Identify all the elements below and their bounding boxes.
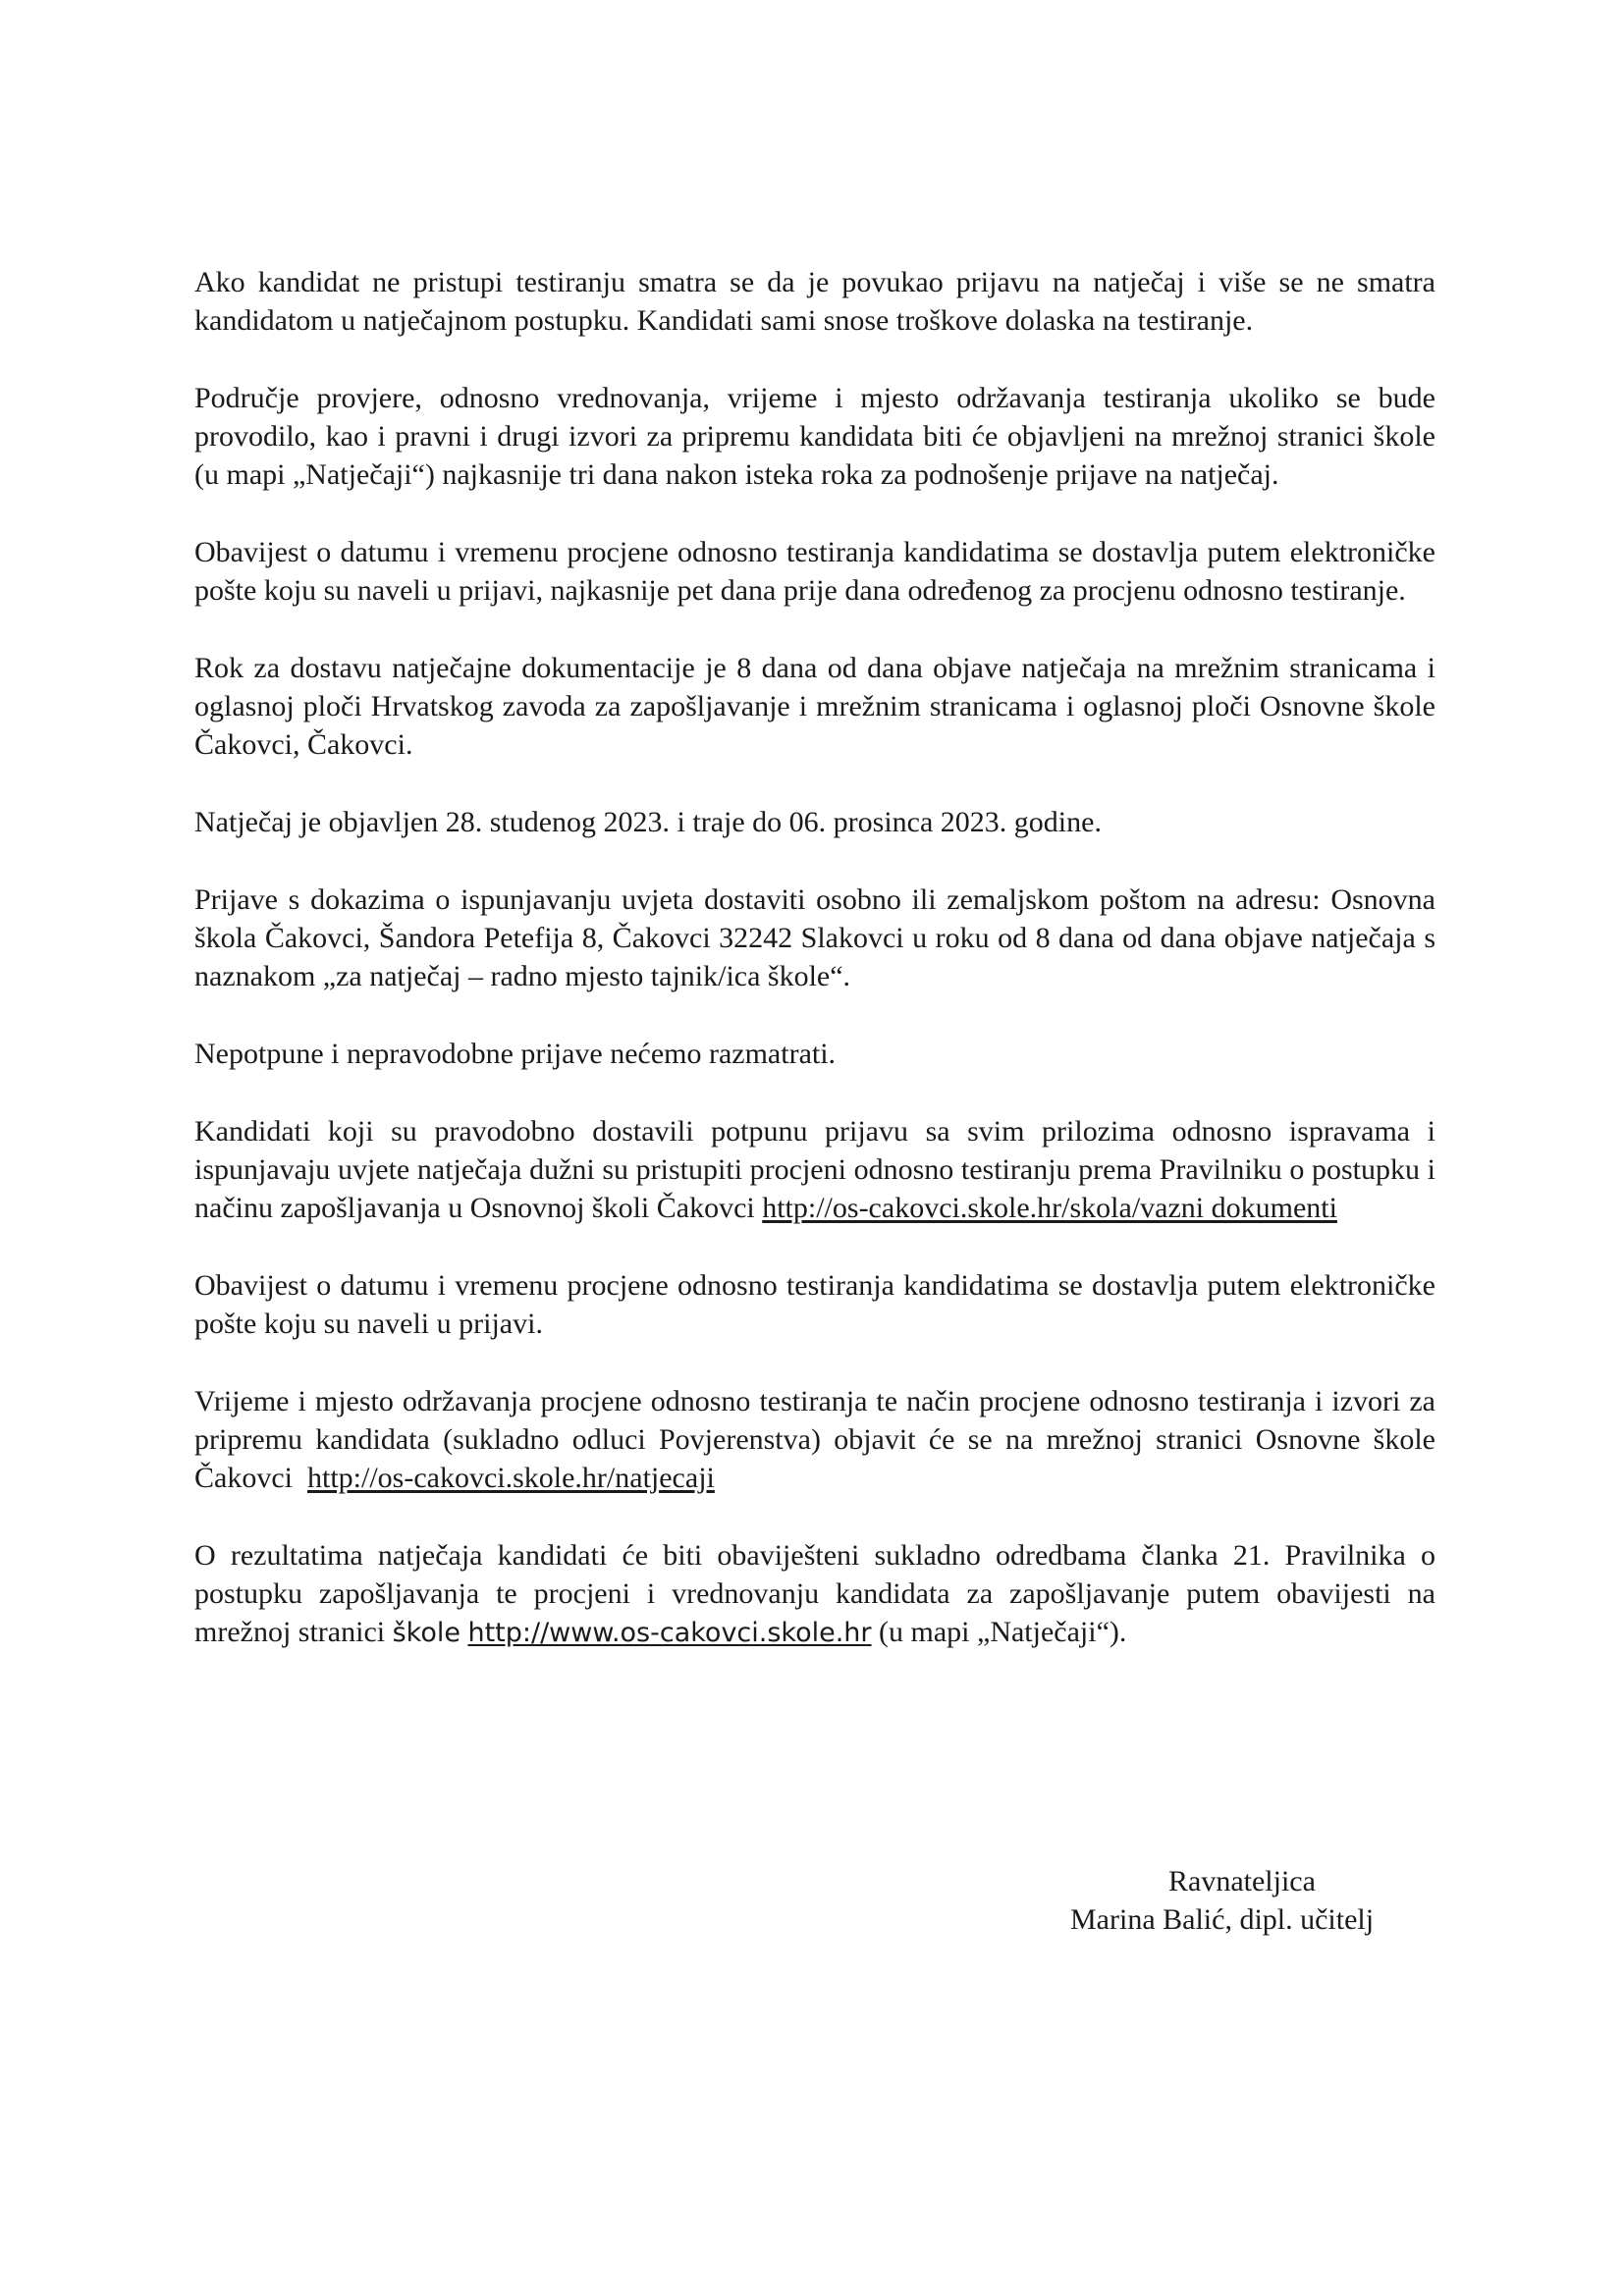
paragraph-results	[194, 1536, 1435, 1652]
paragraph-testing-area: Područje provjere, odnosno vrednovanja, vrijeme i mjesto održavanja testiranja ukoliko se bude provodilo, kao i pravni i drugi izvori za pripremu kandidata biti će objavljeni na mrežnoj stranici škole (u mapi „Natječaji“) najkasnije tri dana nakon isteka roka za podnošenje prijave na natječaj.	[194, 382, 1435, 491]
paragraph-submission-address: Prijave s dokazima o ispunjavanju uvjeta dostaviti osobno ili zemaljskom poštom na adresu: Osnovna škola Čakovci, Šandora Petefija 8, Čakovci 32242 Slakovci u roku od 8 dana od dana objave natječaja s naznakom „za natječaj – radno mjesto tajnik/ica škole“.	[194, 883, 1435, 992]
paragraph-eligible-candidates	[194, 1112, 1435, 1227]
paragraph-withdrawal: Ako kandidat ne pristupi testiranju smatra se da je povukao prijavu na natječaj i više se ne smatra kandidatom u natječajnom postupku. Kandidati sami snose troškove dolaska na testiranje.	[194, 266, 1435, 337]
paragraph-incomplete: Nepotpune i nepravodobne prijave nećemo razmatrati.	[194, 1038, 837, 1070]
signature-block	[1070, 1862, 1374, 1939]
results-school-word: škole	[392, 1618, 460, 1648]
testing-location-text: Vrijeme i mjesto održavanja procjene odnosno testiranja te način procjene odnosno testiranja i izvori za pripremu kandidata (sukladno odluci Povjerenstva) objavit će se na mrežnoj stranici Osnovne škole Čakovci	[194, 1385, 1435, 1494]
paragraph-email-notice: Obavijest o datumu i vremenu procjene odnosno testiranja kandidatima se dostavlja putem elektroničke pošte koju su naveli u prijavi.	[194, 1269, 1435, 1340]
signature-name: Marina Balić, dipl. učitelj	[1070, 1903, 1375, 1936]
documents-link[interactable]: http://os-cakovci.skole.hr/skola/vazni dokumenti	[762, 1192, 1337, 1224]
paragraph-testing-location	[194, 1382, 1435, 1497]
paragraph-deadline: Rok za dostavu natječajne dokumentacije je 8 dana od dana objave natječaja na mrežnim stranicama i oglasnoj ploči Hrvatskog zavoda za zapošljavanje i mrežnim stranicama i oglasnoj ploči Osnovne škole Čakovci, Čakovci.	[194, 652, 1435, 761]
signature-title: Ravnateljica	[1168, 1865, 1316, 1897]
competitions-link[interactable]: http://os-cakovci.skole.hr/natjecaji	[306, 1462, 715, 1494]
paragraph-notification-timing: Obavijest o datumu i vremenu procjene odnosno testiranja kandidatima se dostavlja putem elektroničke pošte koju su naveli u prijavi, najkasnije pet dana prije dana određenog za procjenu odnosno testiranje.	[194, 536, 1435, 607]
document-body	[194, 263, 1435, 1691]
school-website-link[interactable]: http://www.os-cakovci.skole.hr	[467, 1618, 872, 1648]
results-text: O rezultatima natječaja kandidati će biti obaviješteni sukladno odredbama članka 21. Pravilnika o postupku zapošljavanja te procjeni i vrednovanju kandidata za zapošljavanje putem obavijesti na mrežnoj stranici	[194, 1539, 1435, 1648]
paragraph-publication-dates: Natječaj je objavljen 28. studenog 2023. i traje do 06. prosinca 2023. godine.	[194, 806, 1102, 838]
eligible-candidates-text: Kandidati koji su pravodobno dostavili potpunu prijavu sa svim prilozima odnosno ispravama i ispunjavaju uvjete natječaja dužni su pristupiti procjeni odnosno testiranju prema Pravilniku o postupku i načinu zapošljavanja u Osnovnoj školi Čakovci	[194, 1115, 1435, 1224]
results-tail: (u mapi „Natječaji“).	[879, 1616, 1127, 1648]
